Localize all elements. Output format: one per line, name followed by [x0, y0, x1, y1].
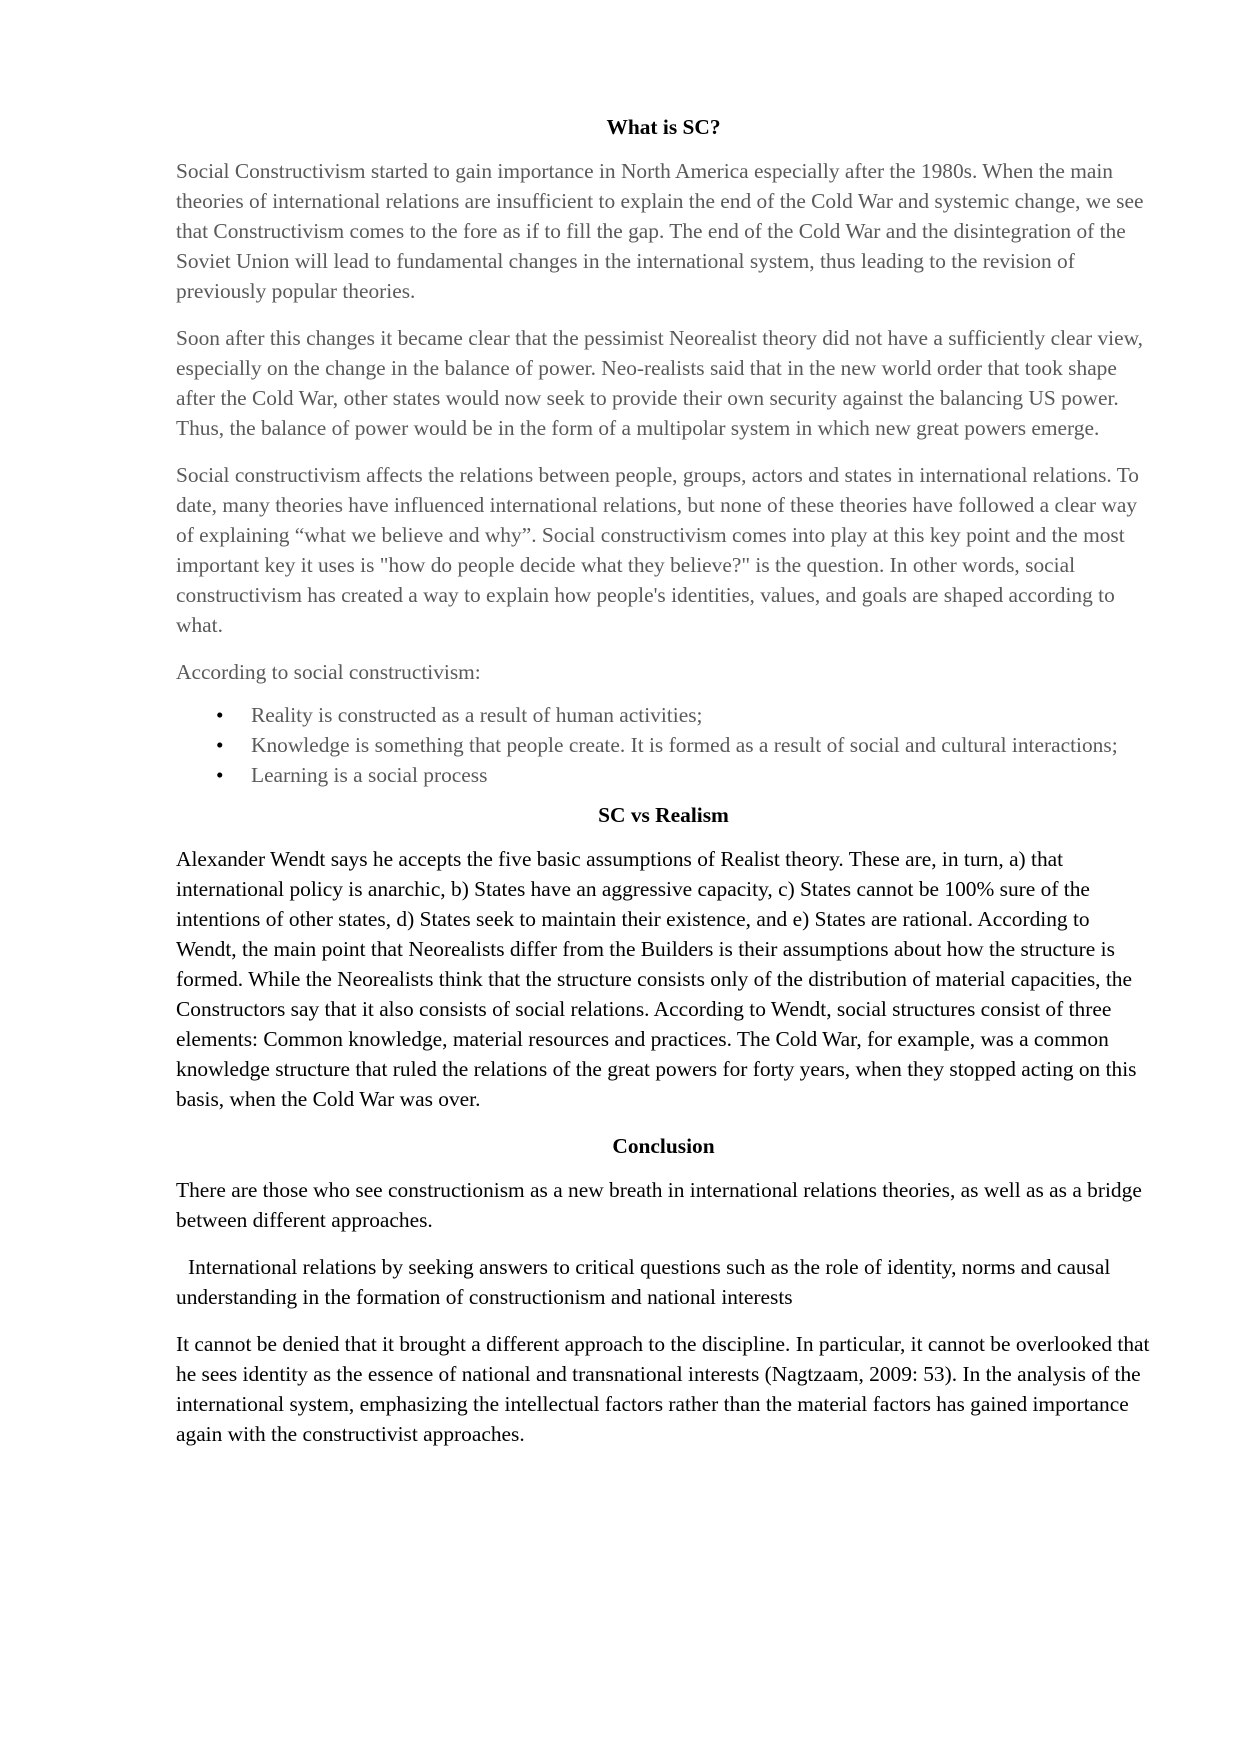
- bullet-icon: •: [216, 763, 224, 787]
- paragraph-neorealism: Soon after this changes it became clear that the pessimist Neorealist theory did not have a sufficiently clear view, especially on the change in the balance of power. Neo-realists said that in the new world order that took shape after the Cold War, other states would now seek to provide their own security against the balancing US power. Thus, the balance of power would be in the form of a multipolar system in which new great powers emerge.: [176, 326, 1144, 440]
- list-item-text: Reality is constructed as a result of human activities;: [251, 703, 703, 727]
- paragraph-conclusion-3: It cannot be denied that it brought a different approach to the discipline. In particular, it cannot be overlooked that he sees identity as the essence of national and transnational interests (Nagtzaam, 2009: 53). In the analysis of the international system, emphasizing the intellectual factors rather than the material factors has gained importance again with the constructivist approaches.: [176, 1332, 1150, 1446]
- paragraph-conclusion-1: There are those who see constructionism as a new breath in international relations theories, as well as as a bridge between different approaches.: [176, 1178, 1142, 1232]
- list-item-text: Learning is a social process: [251, 763, 488, 787]
- bullet-list: [176, 700, 1151, 790]
- heading-what-is-sc: What is SC?: [606, 115, 721, 139]
- bullet-icon: •: [216, 733, 224, 757]
- paragraph-intro: Social Constructivism started to gain importance in North America especially after the 1980s. When the main theories of international relations are insufficient to explain the end of the Cold War and systemic change, we see that Constructivism comes to the fore as if to fill the gap. The end of the Cold War and the disintegration of the Soviet Union will lead to fundamental changes in the international system, thus leading to the revision of previously popular theories.: [176, 159, 1144, 303]
- list-item: [176, 700, 1151, 730]
- list-item-text: Knowledge is something that people create. It is formed as a result of social and cultural interactions;: [251, 733, 1118, 757]
- paragraph-wendt: Alexander Wendt says he accepts the five basic assumptions of Realist theory. These are, in turn, a) that international policy is anarchic, b) States have an aggressive capacity, c) States cannot be 100% sure of the intentions of other states, d) States seek to maintain their existence, and e) States are rational. According to Wendt, the main point that Neorealists differ from the Builders is their assumptions about how the structure is formed. While the Neorealists think that the structure consists only of the distribution of material capacities, the Constructors say that it also consists of social relations. According to Wendt, social structures consist of three elements: Common knowledge, material resources and practices. The Cold War, for example, was a common knowledge structure that ruled the relations of the great powers for forty years, when they stopped acting on this basis, when the Cold War was over.: [176, 847, 1137, 1111]
- heading-conclusion: Conclusion: [612, 1134, 715, 1158]
- list-item: [176, 730, 1151, 760]
- paragraph-according-to: According to social constructivism:: [176, 660, 481, 684]
- paragraph-social-constructivism: Social constructivism affects the relations between people, groups, actors and states in international relations. To date, many theories have influenced international relations, but none of these theories have followed a clear way of explaining “what we believe and why”. Social constructivism comes into play at this key point and the most important key it uses is "how do people decide what they believe?" is the question. In other words, social constructivism has created a way to explain how people's identities, values, and goals are shaped according to what.: [176, 463, 1139, 637]
- list-item: [176, 760, 1151, 790]
- document-page: [176, 112, 1151, 1466]
- paragraph-conclusion-2-text: International relations by seeking answers to critical questions such as the role of identity, norms and causal understanding in the formation of constructionism and national interests: [176, 1255, 1111, 1309]
- heading-sc-vs-realism: SC vs Realism: [598, 803, 729, 827]
- paragraph-conclusion-2: [176, 1252, 1151, 1312]
- bullet-icon: •: [216, 703, 224, 727]
